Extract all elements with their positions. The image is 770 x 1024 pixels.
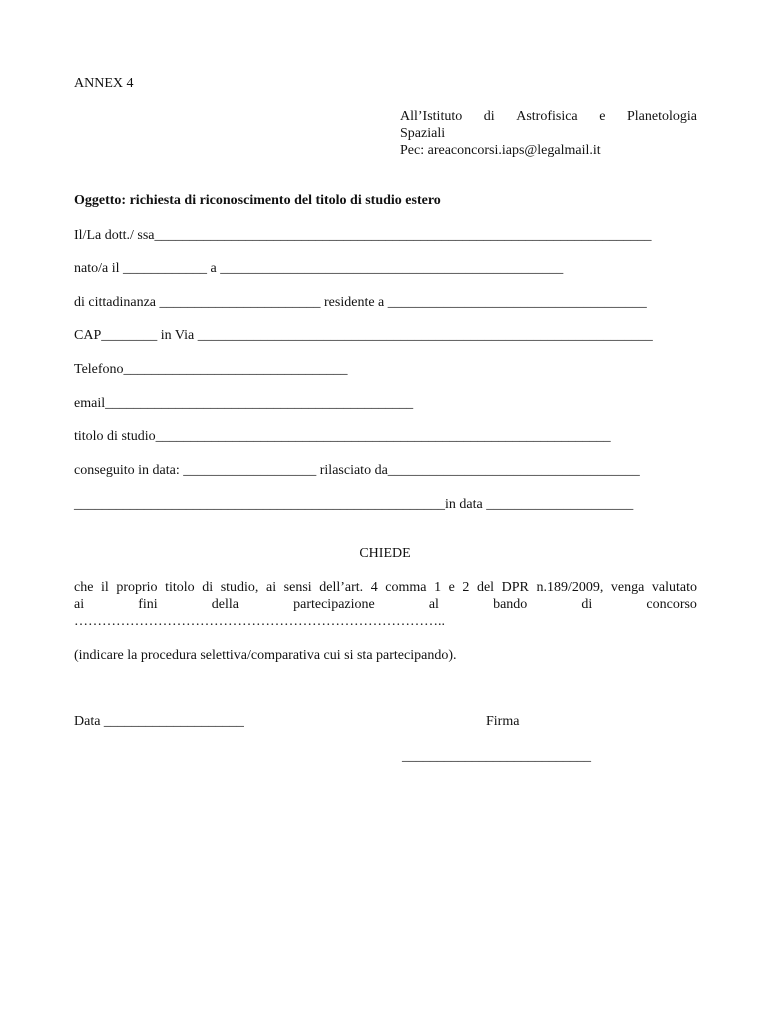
field-birth[interactable]: nato/a il ____________ a _________________________________________________ [74,261,564,276]
field-cap-address[interactable]: CAP________ in Via _________________________________________________________________ [74,328,653,343]
request-word: partecipazione [293,597,375,612]
request-word: sensi [283,580,312,595]
request-word: di [581,597,593,612]
recipient-word: All’Istituto [400,109,463,124]
field-citizenship-residence[interactable]: di cittadinanza _______________________ residente a _____________________________________ [74,295,647,310]
request-line-3: …………………………………………………………………….. [74,614,445,629]
request-word: DPR [501,580,529,595]
request-heading: CHIEDE [359,546,411,561]
signature-line[interactable]: ___________________________ [402,749,591,764]
request-word: della [211,597,239,612]
request-word: dell’art. [319,580,364,595]
request-word: ai [266,580,277,595]
field-degree-date-issuer[interactable]: conseguito in data: ___________________ rilasciato da____________________________________ [74,463,640,478]
field-issuer-date[interactable]: _____________________________________________________in data _____________________ [74,497,634,512]
request-word: studio, [220,580,259,595]
recipient-word: di [483,109,495,124]
request-word: di [202,580,214,595]
request-word: ai [74,597,85,612]
field-phone[interactable]: Telefono________________________________ [74,362,348,377]
request-word: titolo [165,580,195,595]
request-line-2 [74,597,697,613]
field-email[interactable]: email____________________________________________ [74,396,414,411]
request-word: 4 [370,580,378,595]
recipient-pec: Pec: areaconcorsi.iaps@legalmail.it [400,143,601,158]
request-word: comma [385,580,427,595]
request-line-1 [74,580,697,596]
request-word: n.189/2009, [536,580,604,595]
recipient-word: Astrofisica [516,109,578,124]
annex-label: ANNEX 4 [74,76,134,91]
recipient-line-2: Spaziali [400,126,446,141]
request-word: del [476,580,495,595]
request-word: 2 [462,580,470,595]
request-word: venga [610,580,645,595]
request-word: concorso [646,597,697,612]
request-word: fini [138,597,158,612]
date-field[interactable]: Data ____________________ [74,714,244,729]
signature-label: Firma [486,714,520,729]
recipient-word: Planetologia [626,109,697,124]
request-word: e [448,580,455,595]
request-word: che [74,580,94,595]
request-word: il [101,580,109,595]
subject-line: Oggetto: richiesta di riconoscimento del titolo di studio estero [74,193,441,208]
field-name[interactable]: Il/La dott./ ssa_______________________________________________________________________ [74,228,652,243]
recipient-word: e [599,109,606,124]
request-word: 1 [434,580,442,595]
request-word: al [428,597,439,612]
field-degree[interactable]: titolo di studio_________________________________________________________________ [74,429,611,444]
procedure-note: (indicare la procedura selettiva/comparativa cui si sta partecipando). [74,648,457,663]
request-word: bando [493,597,528,612]
recipient-line-1 [400,109,697,125]
request-word: proprio [116,580,158,595]
request-word: valutato [651,580,697,595]
